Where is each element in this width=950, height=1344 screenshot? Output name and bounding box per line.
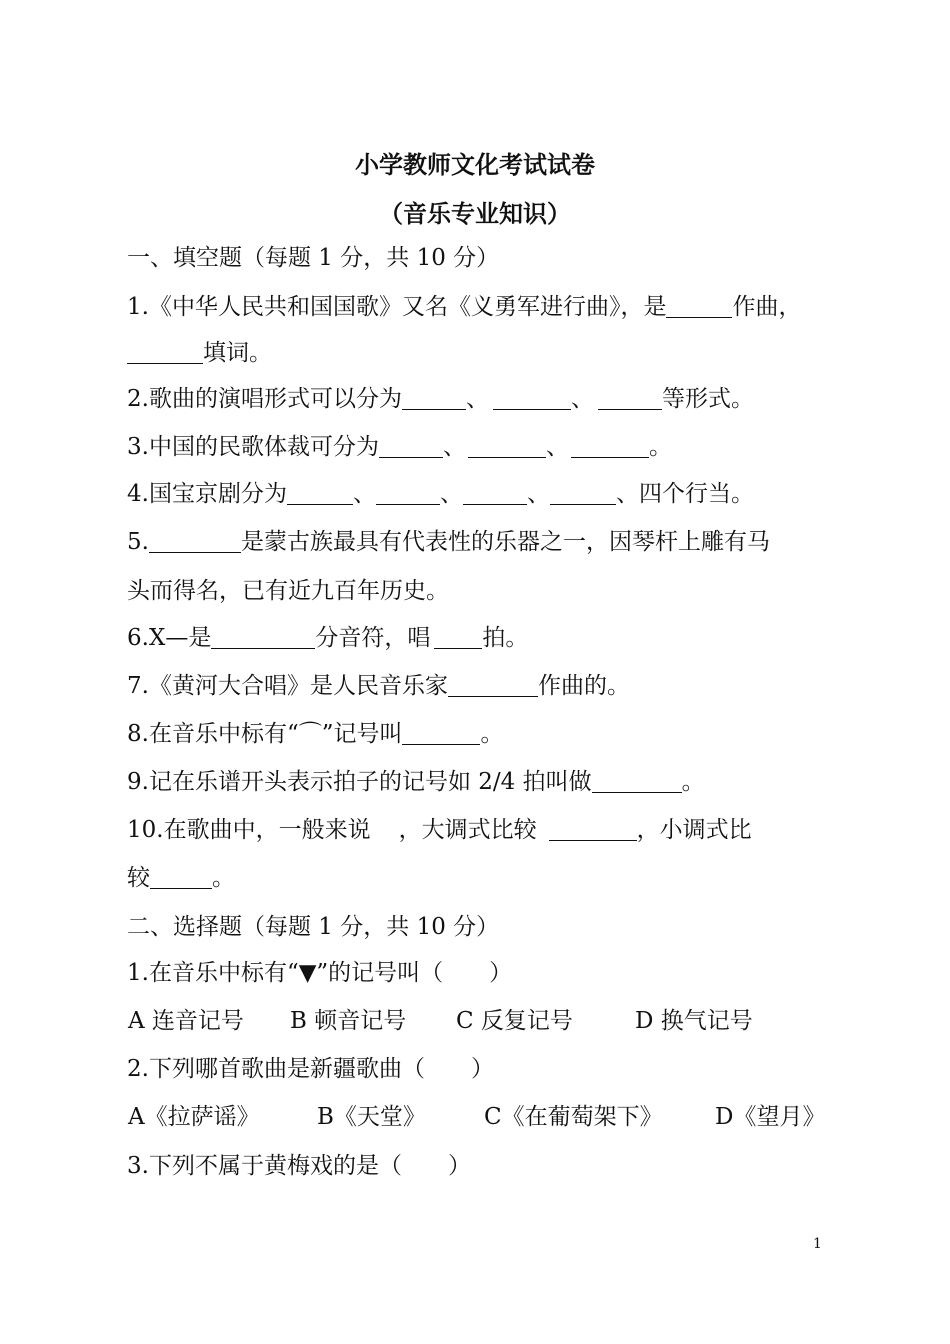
q7-blank[interactable] (448, 672, 538, 697)
q2-blank-2[interactable] (493, 385, 571, 410)
q9-text-2: 。 (681, 769, 705, 795)
q4-blank-1[interactable] (287, 480, 353, 505)
choice-1-option-d[interactable]: D 换气记号 (635, 1008, 753, 1034)
page-number: 1 (813, 1236, 822, 1252)
question-9 (127, 766, 705, 798)
q4-text: 4.国宝京剧分为 (127, 481, 287, 507)
q2-text: 2.歌曲的演唱形式可以分为 (127, 386, 402, 412)
q10-blank-major[interactable] (549, 816, 637, 841)
q5-blank[interactable] (149, 528, 241, 553)
q10-blank-minor[interactable] (150, 864, 212, 889)
choice-question-2: 2.下列哪首歌曲是新疆歌曲（ ） (127, 1056, 494, 1082)
q10-text: 10.在歌曲中，一般来说 (127, 817, 371, 843)
q5-text: 是蒙古族最具有代表性的乐器之一，因琴杆上雕有马 (240, 529, 770, 555)
q3-blank-3[interactable] (571, 433, 649, 458)
q2-blank-1[interactable] (402, 385, 466, 410)
question-4 (127, 478, 754, 510)
q1-text-3: 填词。 (203, 340, 272, 366)
q7-text: 7.《黄河大合唱》是人民音乐家 (127, 673, 448, 699)
q1-blank-lyricist[interactable] (127, 339, 203, 364)
choice-2-option-a[interactable]: A《拉萨谣》 (128, 1104, 260, 1130)
choice-1-option-a[interactable]: A 连音记号 (128, 1008, 244, 1034)
separator: 、 (526, 481, 550, 507)
choice-question-3: 3.下列不属于黄梅戏的是（ ） (127, 1153, 471, 1179)
exam-title: 小学教师文化考试试卷 (355, 150, 595, 179)
separator: 、 (352, 481, 376, 507)
q8-text-2: 。 (480, 721, 504, 747)
choice-1-option-b[interactable]: B 顿音记号 (290, 1008, 407, 1034)
q1-blank-composer[interactable] (666, 293, 732, 318)
q10-text-2: ，大调式比较 (398, 817, 537, 843)
question-5-line-1 (127, 526, 770, 558)
q6-text: 6.X—是 (127, 625, 212, 651)
choice-2-option-c[interactable]: C《在葡萄架下》 (484, 1104, 663, 1130)
q10-text-5: 。 (212, 865, 235, 891)
separator: 、 (439, 481, 463, 507)
separator: 、 (570, 386, 594, 412)
q8-text: 8.在音乐中标有“⌒”记号叫 (127, 721, 403, 747)
q3-blank-1[interactable] (379, 433, 443, 458)
q6-text-3: 拍。 (482, 625, 529, 651)
q4-text-2: 、四个行当。 (615, 481, 754, 507)
q3-blank-2[interactable] (468, 433, 546, 458)
q10-text-3: ，小调式比 (636, 817, 752, 843)
separator: 、 (545, 434, 569, 460)
choice-1-option-c[interactable]: C 反复记号 (456, 1008, 573, 1034)
q3-text: 3.中国的民歌体裁可分为 (127, 434, 379, 460)
question-7 (127, 670, 630, 702)
separator: 、 (465, 386, 489, 412)
q1-text-2: 作曲， (732, 294, 802, 320)
question-6 (127, 622, 528, 654)
q1-text: 1.《中华人民共和国国歌》又名《义勇军进行曲》，是 (127, 294, 667, 320)
question-3 (127, 431, 672, 463)
q6-blank-2[interactable] (434, 624, 482, 649)
separator: 、 (442, 434, 466, 460)
question-10-line-2 (127, 862, 235, 894)
q2-text-2: 等形式。 (661, 386, 754, 412)
q9-blank[interactable] (592, 768, 682, 793)
q4-blank-3[interactable] (463, 480, 527, 505)
section-choice-heading: 二、选择题（每题 1 分，共 10 分） (127, 914, 500, 940)
q6-text-2: 分音符，唱 (315, 625, 431, 651)
choice-2-option-d[interactable]: D《望月》 (715, 1104, 826, 1130)
question-10-line-1 (127, 814, 752, 846)
q8-blank[interactable] (402, 720, 480, 745)
question-5-line-2: 头而得名，已有近九百年历史。 (127, 578, 449, 604)
q2-blank-3[interactable] (598, 385, 662, 410)
question-2 (127, 383, 754, 415)
q7-text-2: 作曲的。 (537, 673, 630, 699)
q5-number: 5. (127, 529, 149, 555)
exam-subtitle: （音乐专业知识） (379, 199, 571, 228)
question-8 (127, 718, 503, 750)
q9-text: 9.记在乐谱开头表示拍子的记号如 2/4 拍叫做 (127, 769, 592, 795)
q10-text-4: 较 (127, 865, 150, 891)
q6-blank-1[interactable] (211, 624, 315, 649)
choice-2-option-b[interactable]: B《天堂》 (317, 1104, 426, 1130)
section-fill-in-heading: 一、填空题（每题 1 分，共 10 分） (127, 245, 500, 271)
q3-text-2: 。 (648, 434, 672, 460)
q4-blank-2[interactable] (376, 480, 440, 505)
question-1-line-1 (127, 291, 801, 323)
q4-blank-4[interactable] (550, 480, 616, 505)
question-1-line-2 (127, 337, 272, 369)
choice-question-1: 1.在音乐中标有“▼”的记号叫（ ） (127, 960, 513, 986)
